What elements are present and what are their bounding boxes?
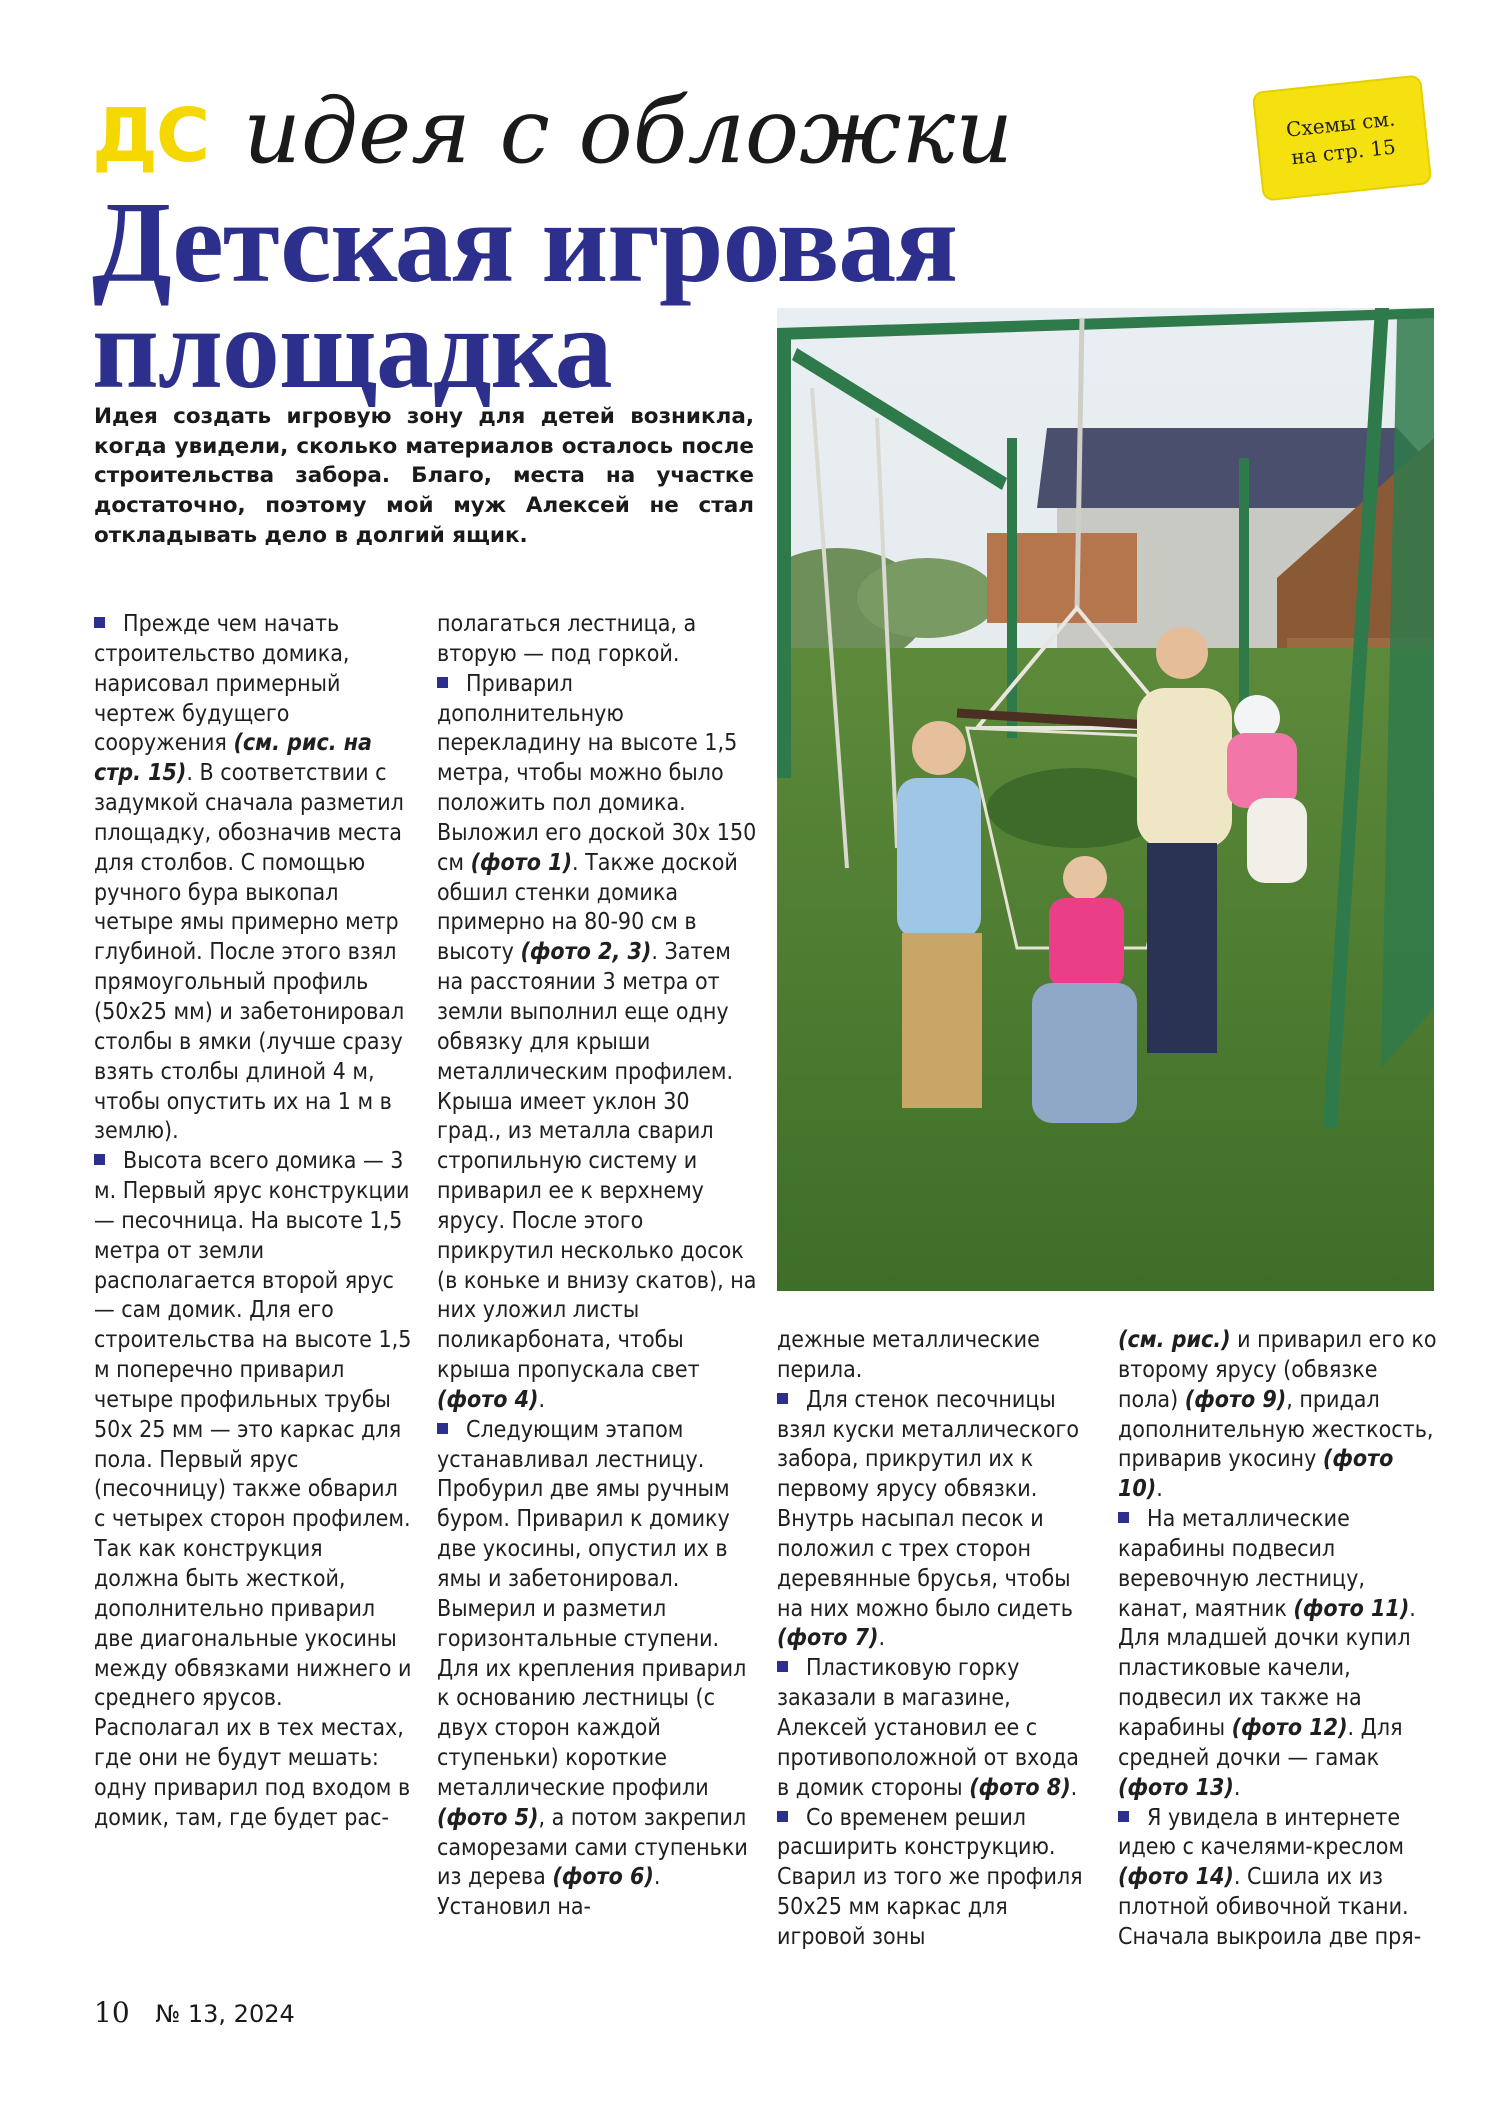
photo-reference: (фото 2, 3): [520, 939, 652, 966]
paragraph: [777, 1326, 1097, 1386]
square-bullet-icon: [1118, 1512, 1129, 1523]
photo-reference: (фото 13): [1118, 1774, 1234, 1801]
paragraph: [437, 670, 757, 1416]
title-line-2: площадка: [92, 285, 612, 413]
text-run: Я увидела в интернете идею с качелями-креслом: [1118, 1804, 1405, 1861]
text-run: Со временем решил расширить конструкцию. Сварил из того же профиля 50х25 мм каркас для игровой зоны: [777, 1804, 1083, 1950]
schematics-stamp: [1257, 80, 1427, 196]
square-bullet-icon: [94, 617, 105, 628]
photo-reference: (фото 10): [1118, 1446, 1394, 1503]
text-run: Высота всего домика — 3 м. Первый ярус конструкции — песочница. На высоте 1,5 метра от земли располагается второй ярус — сам домик. Для его строительства на высоте 1,5 м поперечно приварил четыре профильных трубы 50х 25 мм — это каркас для пола. Первый ярус (песочницу) также обварил с четырех сторон профилем. Так как конструкция должна быть жесткой, дополнительно приварил две диагональные укосины между обвязками нижнего и среднего ярусов. Располагал их в тех местах, где они не будут мешать: одну приварил под входом в домик, там, где будет рас-: [94, 1148, 412, 1831]
square-bullet-icon: [777, 1393, 788, 1404]
text-run: . В соответствии с задумкой сначала разметил площадку, обозначив места для столбов. С помощью ручного бура выкопал четыре ямы примерно метр глубиной. После этого взял прямоугольный профиль (50х25 мм) и забетонировал столбы в ямки (лучше сразу взять столбы длиной 4 м, чтобы опустить их на 1 м в землю).: [94, 760, 405, 1145]
text-run: На металлические карабины подвесил веревочную лестницу, канат, маятник: [1118, 1506, 1365, 1622]
text-run: , а потом закрепил саморезами сами ступеньки из дерева: [437, 1804, 748, 1891]
paragraph: [94, 610, 414, 1147]
section-kicker: идея с обложки: [243, 79, 1014, 184]
photo-reference: (фото 14): [1118, 1864, 1234, 1891]
magazine-logo: ДС: [92, 93, 209, 179]
square-bullet-icon: [777, 1811, 788, 1822]
text-run: Для стенок песочницы взял куски металлического забора, прикрутил их к первому ярусу обвязки. Внутрь насыпал песок и положил с трех сторон деревянные брусья, чтобы на них можно было сидеть: [777, 1386, 1080, 1622]
text-run: полагаться лестница, а вторую — под горкой.: [437, 611, 697, 667]
text-column-4: [1118, 1326, 1438, 1953]
text-column-3: [777, 1326, 1097, 1953]
text-run: дежные металлические перила.: [777, 1327, 1040, 1383]
stamp-line-1: Схемы см.: [1284, 106, 1397, 142]
issue-number: № 13, 2024: [155, 2000, 295, 2028]
text-run: и приварил его ко второму ярусу (обвязке пола): [1118, 1327, 1437, 1413]
photo-reference: (фото 9): [1184, 1386, 1287, 1413]
square-bullet-icon: [437, 1423, 448, 1434]
square-bullet-icon: [777, 1661, 788, 1672]
stamp-line-2: на стр. 15: [1290, 134, 1397, 170]
square-bullet-icon: [1118, 1811, 1129, 1822]
text-run: Пластиковую горку заказали в магазине, Алексей установил ее с противоположной от входа в домик стороны: [777, 1655, 1079, 1801]
text-run: . Также доской обшил стенки домика примерно на 80-90 см в высоту: [437, 849, 738, 966]
family-swing-photo: [777, 308, 1434, 1291]
square-bullet-icon: [437, 677, 448, 688]
photo-reference: (фото 4): [437, 1386, 539, 1413]
paragraph: [777, 1804, 1097, 1953]
photo-illustration: [777, 308, 1434, 1291]
photo-reference: (фото 11): [1293, 1595, 1410, 1622]
text-run: . Для средней дочки — гамак: [1118, 1714, 1403, 1771]
text-run: Приварил дополнительную перекладину на высоте 1,5 метра, чтобы можно было положить пол домика. Выложил его доской 30х 150 см: [437, 670, 757, 876]
photo-reference: (фото 7): [777, 1625, 879, 1652]
square-bullet-icon: [94, 1154, 105, 1165]
paragraph: [437, 1416, 757, 1923]
text-run: . Для младшей дочки купил пластиковые качели, подвесил их также на карабины: [1118, 1595, 1416, 1741]
text-run: , придал дополнительную жесткость, приварив укосину: [1118, 1386, 1434, 1473]
text-run: . Сшила их из плотной обивочной ткани. Сначала выкроила две пря-: [1118, 1864, 1422, 1950]
photo-reference: (фото 1): [470, 849, 573, 876]
text-run: .: [878, 1625, 886, 1652]
paragraph: [1118, 1505, 1438, 1803]
text-run: .: [1156, 1476, 1163, 1503]
text-run: .: [1070, 1774, 1078, 1801]
text-run: .: [1233, 1774, 1241, 1801]
paragraph: [1118, 1326, 1438, 1505]
text-run: Прежде чем начать строительство домика, нарисовал примерный чертеж будущего сооружения: [94, 611, 350, 757]
photo-reference: (см. рис. на стр. 15): [94, 730, 373, 787]
text-run: Следующим этапом устанавливал лестницу. Пробурил две ямы ручным буром. Приварил к домику две укосины, опустил их в ямы и забетонировал. Вымерил и разметил горизонтальные ступени. Для их крепления приварил к основанию лестницы (с двух сторон каждой ступеньки) короткие металлические профили: [437, 1416, 747, 1801]
text-run: . Затем на расстоянии 3 метра от земли выполнил еще одну обвязку для крыши металлическим профилем. Крыша имеет уклон 30 град., из металла сварил стропильную систему и приварил ее к верхнему ярусу. После этого прикрутил несколько досок (в коньке и внизу скатов), на них уложил листы поликарбоната, чтобы крыша пропускала свет: [437, 939, 757, 1384]
title-line-1: Детская игровая: [92, 179, 957, 307]
text-column-1: [94, 610, 414, 1834]
photo-reference: (фото 12): [1231, 1714, 1348, 1741]
photo-reference: (фото 6): [552, 1864, 654, 1891]
page-footer: [94, 1996, 295, 2029]
text-run: . Установил на-: [437, 1864, 661, 1921]
text-column-2: [437, 610, 757, 1923]
photo-reference: (фото 5): [437, 1804, 539, 1831]
article-lead: Идея создать игровую зону для детей возникла, когда увидели, сколько материалов осталось после строительства забора. Благо, места на участке достаточно, поэтому мой муж Алексей не стал откладывать дело в долгий ящик.: [94, 404, 754, 548]
paragraph: [94, 1147, 414, 1833]
paragraph: [437, 610, 757, 670]
photo-reference: (см. рис.): [1118, 1327, 1231, 1353]
photo-reference: (фото 8): [969, 1774, 1071, 1801]
paragraph: [777, 1386, 1097, 1655]
text-run: .: [538, 1386, 546, 1413]
paragraph: [1118, 1804, 1438, 1953]
paragraph: [777, 1654, 1097, 1803]
page-number: 10: [94, 1996, 130, 2029]
